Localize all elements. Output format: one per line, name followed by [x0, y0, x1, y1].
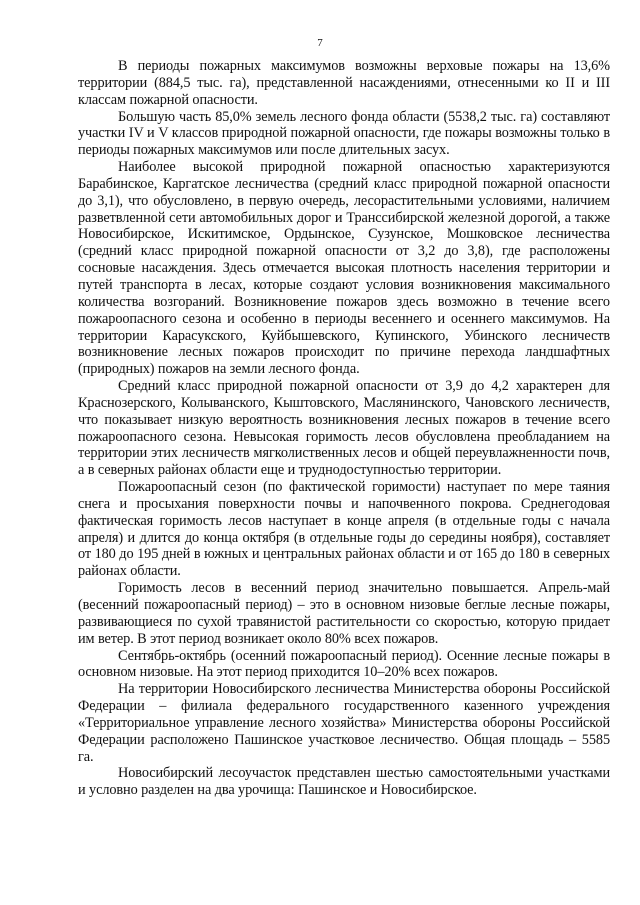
- paragraph: Новосибирский лесоучасток представлен шестью самостоятельными участками и условно разделен на два урочища: Пашинское и Новосибирское.: [78, 765, 610, 799]
- paragraph: Большую часть 85,0% земель лесного фонда области (5538,2 тыс. га) составляют участки IV и V классов природной пожарной опасности, где пожары возможны только в периоды пожарных максимумов или после длительных засух.: [78, 108, 610, 159]
- paragraph: На территории Новосибирского лесничества Министерства обороны Российской Федерации – филиала федерального государственного казенного учреждения «Территориальное управление лесного хозяйства» Министерства обороны Российской Федерации расположено Пашинское участковое лесничество. Общая площадь – 5585 га.: [78, 681, 610, 765]
- paragraph: Сентябрь-октябрь (осенний пожароопасный период). Осенние лесные пожары в основном низовые. На этот период приходится 10–20% всех пожаров.: [78, 647, 610, 681]
- paragraph: Средний класс природной пожарной опасности от 3,9 до 4,2 характерен для Краснозерского, Колыванского, Кыштовского, Маслянинского, Чановского лесничеств, что показывает низкую вероятность возникновения лесных пожаров в течение всего пожароопасного сезона. Невысокая горимость лесов обусловлена преобладанием на территории этих лесничеств мягколиственных лесов и общей переувлажненности почв, а в северных районах области еще и труднодоступностью территории.: [78, 378, 610, 479]
- paragraph: Наиболее высокой природной пожарной опасностью характеризуются Барабинское, Каргатское лесничества (средний класс природной пожарной опасности до 3,1), что обусловлено, в первую очередь, лесорастительными условиями, наличием разветвленной сети автомобильных дорог и Транссибирской железной дорогой, а также Новосибирское, Искитимское, Ордынское, Сузунское, Мошковское лесничества (средний класс природной пожарной опасности от 3,2 до 3,8), где расположены сосновые насаждения. Здесь отмечается высокая плотность населения территории и путей транспорта в лесах, которые создают условия возникновения максимального количества возгораний. Возникновение пожаров здесь возможно в течение всего пожароопасного сезона и особенно в периоды весеннего и осеннего максимумов. На территории Карасукского, Куйбышевского, Купинского, Убинского лесничеств возникновение лесных пожаров происходит по причине перехода ландшафтных (природных) пожаров на земли лесного фонда.: [78, 159, 610, 378]
- page-number: 7: [317, 37, 323, 49]
- paragraph: В периоды пожарных максимумов возможны верховые пожары на 13,6% территории (884,5 тыс. га), представленной насаждениями, отнесенными ко II и III классам пожарной опасности.: [78, 58, 610, 108]
- paragraph: Горимость лесов в весенний период значительно повышается. Апрель-май (весенний пожароопасный период) – это в основном низовые беглые лесные пожары, развивающиеся по сухой травянистой растительности со скоростью, которую придает им ветер. В этот период возникает около 80% всех пожаров.: [78, 580, 610, 647]
- paragraph: Пожароопасный сезон (по фактической горимости) наступает по мере таяния снега и просыхания поверхности почвы и напочвенного покрова. Среднегодовая фактическая горимость лесов наступает в конце апреля (в отдельные годы с начала апреля) и длится до конца октября (в отдельные годы до середины ноября), составляет от 180 до 195 дней в южных и центральных районах области и от 165 до 180 в северных районах области.: [78, 479, 610, 580]
- page-body: [78, 58, 610, 799]
